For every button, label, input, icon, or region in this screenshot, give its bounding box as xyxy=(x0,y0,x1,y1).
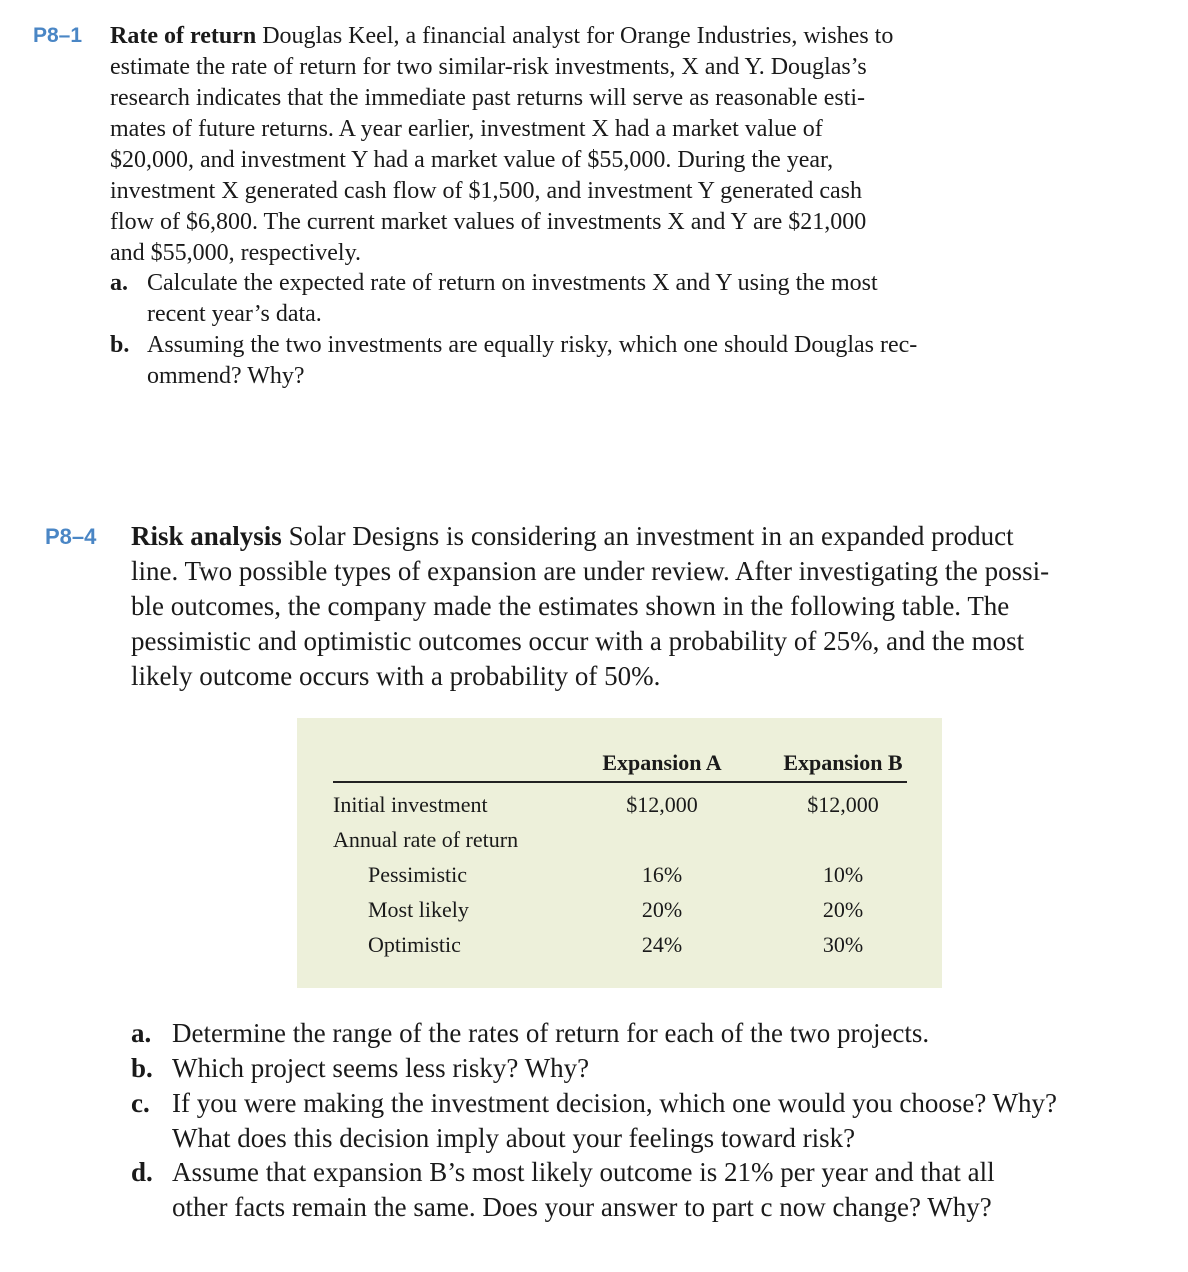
statement-line: investment X generated cash flow of $1,500, and investment Y generated cash xyxy=(110,178,862,204)
cell: 20% xyxy=(822,897,864,922)
row-label: Optimistic xyxy=(368,932,461,957)
question-line: Calculate the expected rate of return on investments X and Y using the most xyxy=(147,270,878,296)
cell: $12,000 xyxy=(807,792,879,817)
statement-line: line. Two possible types of expansion are under review. After investigating the possi- xyxy=(131,556,1050,586)
estimates-table xyxy=(297,718,942,988)
question-line: Which project seems less risky? Why? xyxy=(172,1053,590,1083)
row-label: Initial investment xyxy=(333,792,488,817)
row-label: Pessimistic xyxy=(368,862,468,887)
question-mark: b. xyxy=(131,1053,153,1083)
question-d xyxy=(131,1155,995,1225)
cell: 20% xyxy=(641,897,683,922)
question-line: If you were making the investment decision, which one would you choose? Why? xyxy=(172,1088,1058,1118)
cell: 30% xyxy=(822,932,864,957)
row-label: Annual rate of return xyxy=(333,827,519,852)
problem-statement xyxy=(131,519,1049,694)
question-line: ommend? Why? xyxy=(147,363,305,389)
question-line: What does this decision imply about your feelings toward risk? xyxy=(172,1123,856,1153)
question-a xyxy=(110,268,878,330)
question-b xyxy=(110,330,918,392)
column-header: Expansion A xyxy=(602,750,722,775)
statement-line: and $55,000, respectively. xyxy=(110,240,362,266)
cell: 24% xyxy=(641,932,683,957)
question-line: other facts remain the same. Does your answer to part c now change? Why? xyxy=(172,1192,992,1222)
statement-line: research indicates that the immediate past returns will serve as reasonable esti- xyxy=(110,85,866,111)
statement-line: pessimistic and optimistic outcomes occur with a probability of 25%, and the most xyxy=(131,626,1025,656)
question-line: Assuming the two investments are equally risky, which one should Douglas rec- xyxy=(147,332,918,358)
question-c xyxy=(131,1086,1058,1156)
question-line: Assume that expansion B’s most likely outcome is 21% per year and that all xyxy=(172,1157,995,1187)
cell: 16% xyxy=(641,862,683,887)
problem-statement xyxy=(110,21,893,269)
cell: $12,000 xyxy=(626,792,698,817)
header-rule xyxy=(333,781,907,783)
statement-line: $20,000, and investment Y had a market value of $55,000. During the year, xyxy=(110,147,834,173)
problem-title: Rate of return xyxy=(110,23,257,49)
question-a xyxy=(131,1016,930,1051)
statement-line: likely outcome occurs with a probability of 50%. xyxy=(131,661,661,691)
question-line: recent year’s data. xyxy=(147,301,322,327)
question-mark: d. xyxy=(131,1157,153,1187)
problem-label: P8–4 xyxy=(45,524,97,549)
statement-line: Douglas Keel, a financial analyst for Orange Industries, wishes to xyxy=(256,23,894,49)
question-mark: c. xyxy=(131,1088,150,1118)
problem-label: P8–1 xyxy=(33,24,83,47)
statement-line: estimate the rate of return for two similar-risk investments, X and Y. Douglas’s xyxy=(110,54,867,80)
question-mark: a. xyxy=(110,270,128,296)
statement-line: mates of future returns. A year earlier, investment X had a market value of xyxy=(110,116,823,142)
column-header: Expansion B xyxy=(783,750,903,775)
statement-line: ble outcomes, the company made the estimates shown in the following table. The xyxy=(131,591,1010,621)
question-line: Determine the range of the rates of return for each of the two projects. xyxy=(172,1018,930,1048)
cell: 10% xyxy=(822,862,864,887)
question-b xyxy=(131,1051,590,1086)
question-mark: b. xyxy=(110,332,130,358)
statement-line: flow of $6,800. The current market values of investments X and Y are $21,000 xyxy=(110,209,867,235)
problem-title: Risk analysis xyxy=(131,521,282,551)
statement-line: Solar Designs is considering an investment in an expanded product xyxy=(281,521,1014,551)
row-label: Most likely xyxy=(368,897,469,922)
question-mark: a. xyxy=(131,1018,152,1048)
